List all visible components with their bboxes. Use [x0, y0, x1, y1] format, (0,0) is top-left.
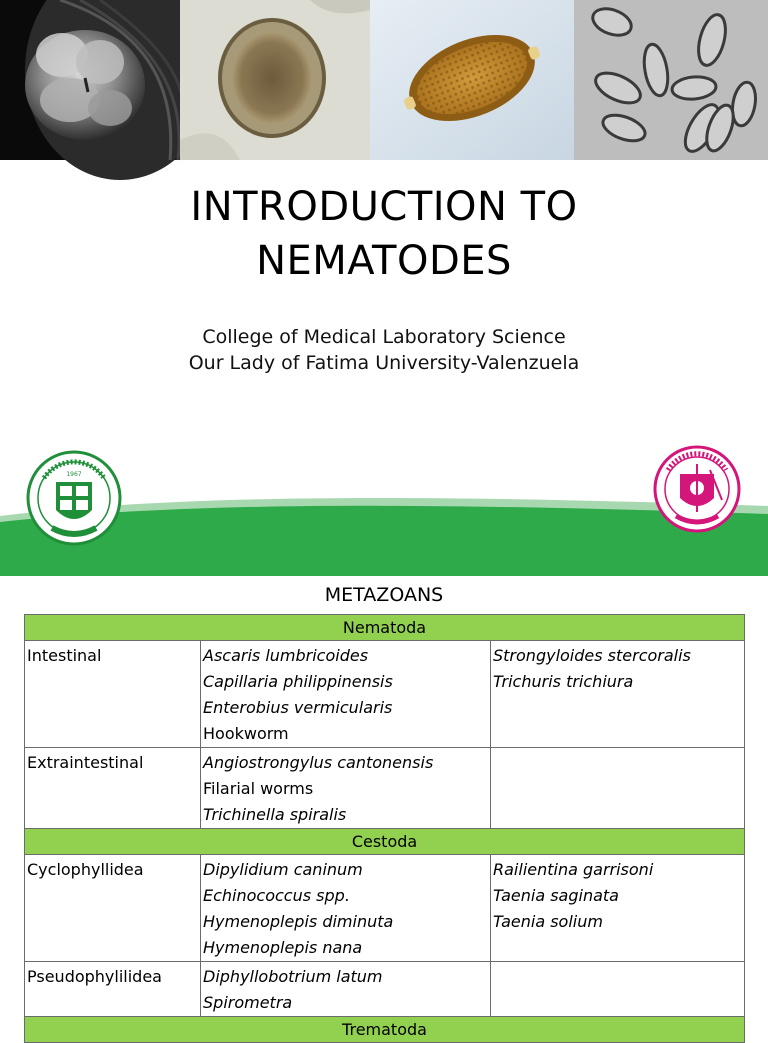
group-row: [25, 748, 745, 829]
slide-title-line-1: INTRODUCTION TO: [190, 184, 578, 230]
species-cell: [201, 962, 491, 1017]
phylum-name: Cestoda: [25, 829, 745, 855]
species-name: Hookworm: [203, 724, 289, 743]
species-cell: [201, 855, 491, 962]
seal-year-text: 1967: [66, 471, 82, 478]
slide-title-line-2: NEMATODES: [256, 238, 512, 284]
subtitle-college: College of Medical Laboratory Science: [202, 326, 566, 348]
species-cell: [491, 748, 745, 829]
species-name: Hymenoplepis nana: [203, 938, 363, 957]
species-name: Dipylidium caninum: [203, 860, 363, 879]
species-cell: [201, 641, 491, 748]
phylum-header-row: [25, 1017, 745, 1043]
sem-nematode-head-image: [0, 0, 180, 160]
phylum-name: Nematoda: [25, 615, 745, 641]
ascaris-egg-image: [180, 0, 370, 160]
phylum-name: Trematoda: [25, 1017, 745, 1043]
group-name: Cyclophyllidea: [25, 855, 201, 962]
species-name: Ascaris lumbricoides: [203, 646, 369, 665]
species-cell: [491, 855, 745, 962]
species-name: Taenia solium: [493, 912, 603, 931]
species-name: Railientina garrisoni: [493, 860, 654, 879]
species-name: Taenia saginata: [493, 886, 619, 905]
species-name: Trichuris trichiura: [493, 672, 634, 691]
subtitle-university: Our Lady of Fatima University-Valenzuela: [188, 352, 580, 374]
species-name: Hymenoplepis diminuta: [203, 912, 394, 931]
slide-subtitle: [0, 324, 768, 376]
metazoans-slide: [0, 576, 768, 1039]
photo-strip: [0, 0, 768, 160]
species-name: Spirometra: [203, 993, 293, 1012]
species-cell: [491, 962, 745, 1017]
species-name: Capillaria philippinensis: [203, 672, 393, 691]
species-name: Echinococcus spp.: [203, 886, 350, 905]
species-name: Trichinella spiralis: [203, 805, 347, 824]
phylum-header-row: [25, 829, 745, 855]
university-seal-pink-icon: [652, 444, 742, 534]
slide-title: [0, 180, 768, 288]
species-name: Angiostrongylus cantonensis: [203, 753, 434, 772]
university-seal-green-icon: [26, 448, 122, 548]
trichuris-egg-image: [370, 0, 574, 160]
metazoans-table-body: [25, 615, 745, 1043]
species-name: Filarial worms: [203, 779, 314, 798]
phylum-header-row: [25, 615, 745, 641]
enterobius-eggs-image: [574, 0, 768, 160]
group-row: [25, 855, 745, 962]
metazoans-heading: METAZOANS: [324, 584, 444, 606]
group-row: [25, 641, 745, 748]
group-name: Intestinal: [25, 641, 201, 748]
group-name: Pseudophylilidea: [25, 962, 201, 1017]
species-name: Strongyloides stercoralis: [493, 646, 691, 665]
group-name: Extraintestinal: [25, 748, 201, 829]
species-cell: [491, 641, 745, 748]
group-row: [25, 962, 745, 1017]
metazoans-table: [24, 614, 745, 1043]
species-cell: [201, 748, 491, 829]
species-name: Diphyllobotrium latum: [203, 967, 383, 986]
species-name: Enterobius vermicularis: [203, 698, 393, 717]
